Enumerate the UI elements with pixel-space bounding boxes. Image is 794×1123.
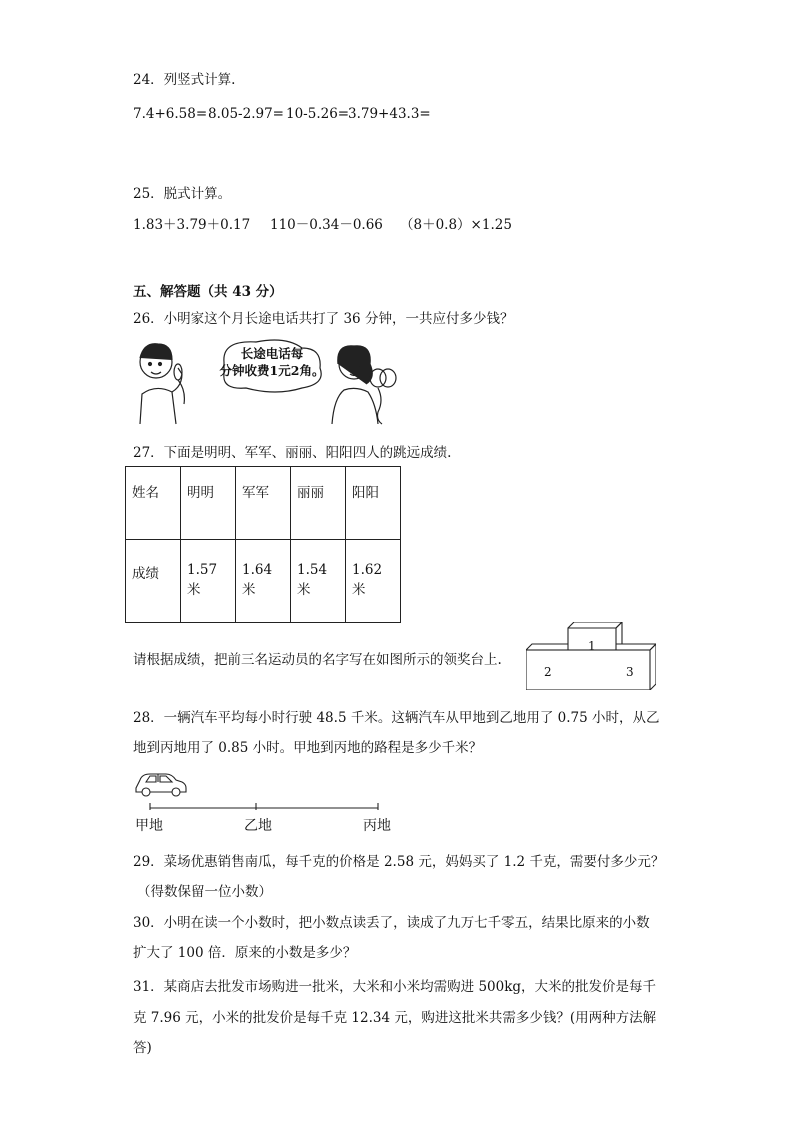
q25-title: 25．脱式计算。 xyxy=(133,186,232,202)
phone-call-illustration xyxy=(126,334,416,426)
header-yangyang: 阳阳 xyxy=(346,467,401,540)
route-label-yi: 乙地 xyxy=(244,818,272,834)
q29-line-1: 29．菜场优惠销售南瓜，每千克的价格是 2.58 元，妈妈买了 1.2 千克，需要付多少元？ xyxy=(133,854,665,870)
q31-line-3: 答) xyxy=(133,1040,152,1056)
q27-instruction: 请根据成绩，把前三名运动员的名字写在如图所示的领奖台上. xyxy=(133,652,502,668)
q29-line-2: （得数保留一位小数） xyxy=(137,884,272,900)
q30-line-1: 30．小明在读一个小数时，把小数点读丢了，读成了九万七千零五，结果比原来的小数 xyxy=(133,915,650,931)
car-icon xyxy=(136,774,186,796)
podium-third-label: 3 xyxy=(626,665,634,679)
bubble-line-1: 长途电话每 xyxy=(240,346,304,361)
header-name-label: 姓名 xyxy=(126,467,181,540)
q31-line-2: 克 7.96 元，小米的批发价是每千克 12.34 元，购进这批米共需多少钱？(用两种方法解 xyxy=(133,1010,657,1026)
q24-title: 24．列竖式计算. xyxy=(133,72,236,88)
girl-figure xyxy=(332,346,396,424)
header-junjun: 军军 xyxy=(236,467,291,540)
q24-item-3: 10-5.26= xyxy=(286,106,350,122)
header-lili: 丽丽 xyxy=(291,467,346,540)
section-5-heading: 五、解答题（共 43 分） xyxy=(133,284,283,300)
score-yangyang: 1.62 米 xyxy=(346,540,401,623)
q26-text: 26．小明家这个月长途电话共打了 36 分钟，一共应付多少钱？ xyxy=(133,311,514,327)
q25-item-2: 110－0.34－0.66 xyxy=(270,217,383,233)
score-label: 成绩 xyxy=(126,540,181,623)
q28-line-2: 地到丙地用了 0.85 小时。甲地到丙地的路程是多少千米？ xyxy=(133,740,483,756)
scores-table xyxy=(125,466,401,623)
q24-item-2: 8.05-2.97= xyxy=(208,106,284,122)
q24-item-1: 7.4+6.58= xyxy=(133,106,208,122)
score-junjun: 1.64 米 xyxy=(236,540,291,623)
q27-text: 27．下面是明明、军军、丽丽、阳阳四人的跳远成绩. xyxy=(133,445,452,461)
bubble-line-2: 分钟收费1元2角。 xyxy=(219,363,325,378)
route-diagram xyxy=(132,770,392,820)
q24-item-4: 3.79+43.3= xyxy=(348,106,431,122)
header-mingming: 明明 xyxy=(181,467,236,540)
boy-figure xyxy=(140,344,184,424)
score-mingming: 1.57 米 xyxy=(181,540,236,623)
route-label-jia: 甲地 xyxy=(135,818,163,834)
podium-first-label: 1 xyxy=(588,639,596,653)
q25-item-1: 1.83＋3.79＋0.17 xyxy=(133,217,251,233)
q31-line-1: 31．某商店去批发市场购进一批米，大米和小米均需购进 500kg，大米的批发价是每千 xyxy=(133,979,657,995)
q28-line-1: 28．一辆汽车平均每小时行驶 48.5 千米。这辆汽车从甲地到乙地用了 0.75 小时，从乙 xyxy=(133,710,660,726)
podium-diagram xyxy=(526,622,656,690)
score-lili: 1.54 米 xyxy=(291,540,346,623)
route-label-bing: 丙地 xyxy=(363,818,391,834)
podium-second-label: 2 xyxy=(544,665,552,679)
q30-line-2: 扩大了 100 倍．原来的小数是多少？ xyxy=(133,945,357,961)
q25-item-3: （8＋0.8）×1.25 xyxy=(400,217,512,233)
